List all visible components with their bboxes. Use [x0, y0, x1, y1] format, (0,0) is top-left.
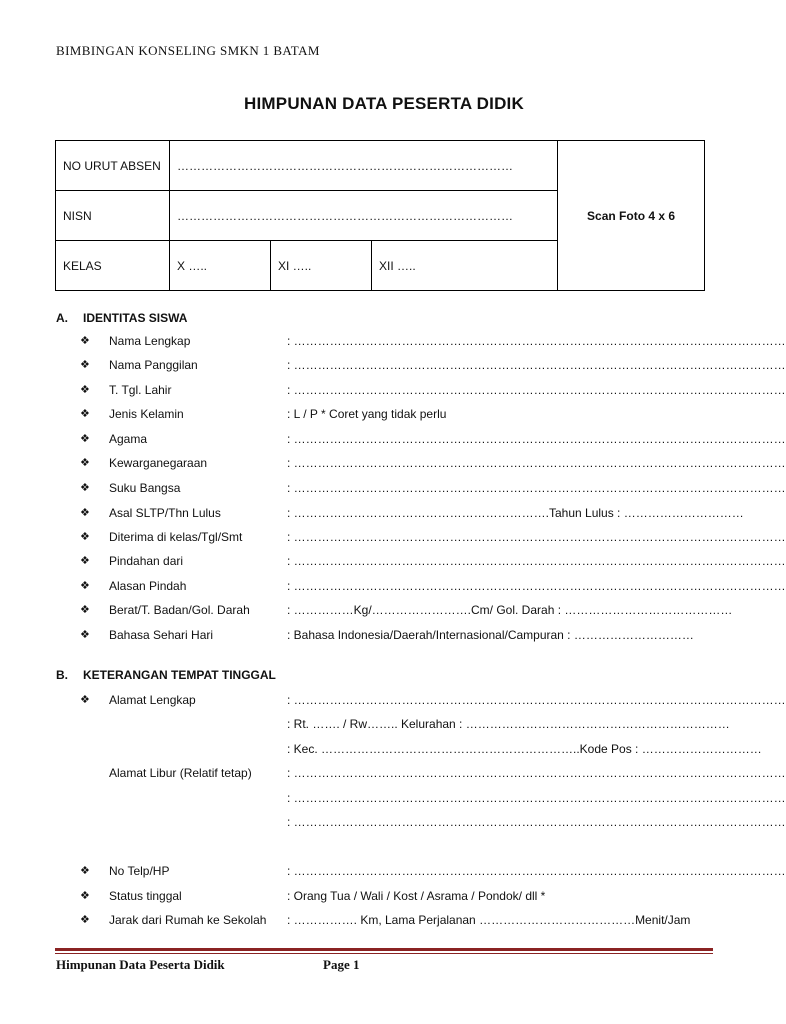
alamat-lengkap-row [80, 693, 786, 711]
document-header: BIMBINGAN KONSELING SMKN 1 BATAM [56, 43, 320, 58]
row-value-field[interactable]: : …………………………………………………………………………………………………………… [287, 334, 786, 348]
row-value-field[interactable]: : …………………………………………………………………………………………………………… [287, 383, 786, 397]
section-a-heading [56, 311, 187, 325]
row-label: Bahasa Sehari Hari [109, 628, 214, 642]
section-a-letter: A. [56, 311, 68, 325]
kelas-xii-field[interactable]: XII ….. [372, 241, 558, 291]
diamond-bullet-icon: ❖ [80, 457, 90, 469]
section-a-row [80, 358, 786, 376]
row-label: Nama Panggilan [109, 358, 198, 372]
diamond-bullet-icon: ❖ [80, 694, 90, 706]
rt-rw-kelurahan-field[interactable]: : Rt. ……. / Rw…….. Kelurahan : ………………………………………………………… [287, 717, 730, 731]
section-b-row [80, 864, 786, 882]
row-label: Asal SLTP/Thn Lulus [109, 506, 221, 520]
row-label: No Telp/HP [109, 864, 170, 878]
section-a-row [80, 456, 786, 474]
diamond-bullet-icon: ❖ [80, 507, 90, 519]
row-label: Status tinggal [109, 889, 182, 903]
diamond-bullet-icon: ❖ [80, 604, 90, 616]
row-label: T. Tgl. Lahir [109, 383, 172, 397]
row-value-field[interactable]: : L / P * Coret yang tidak perlu [287, 407, 447, 421]
row-value-field[interactable]: : Bahasa Indonesia/Daerah/Internasional/Campuran : ………………………… [287, 628, 694, 642]
section-a-row [80, 554, 786, 572]
diamond-bullet-icon: ❖ [80, 433, 90, 445]
section-a-row [80, 628, 710, 646]
section-a-title: IDENTITAS SISWA [83, 311, 188, 325]
nisn-field[interactable]: ………………………………………………………………………… [170, 191, 558, 241]
kelas-xi-field[interactable]: XI ….. [271, 241, 372, 291]
row-label: Kewarganegaraan [109, 456, 208, 470]
footer-page-number: Page 1 [323, 957, 360, 972]
section-b-row [80, 889, 710, 907]
diamond-bullet-icon: ❖ [80, 384, 90, 396]
row-value-field[interactable]: : …………………………………………………………………………………………………………… [287, 554, 786, 568]
alamat-lengkap-field[interactable]: : …………………………………………………………………………………………………………… [287, 693, 786, 707]
section-a-row [80, 334, 786, 352]
diamond-bullet-icon: ❖ [80, 482, 90, 494]
diamond-bullet-icon: ❖ [80, 359, 90, 371]
section-a-row [80, 603, 733, 621]
row-label: Suku Bangsa [109, 481, 181, 495]
diamond-bullet-icon: ❖ [80, 865, 90, 877]
section-a-row [80, 383, 786, 401]
section-a-row [80, 407, 710, 425]
row-label: Berat/T. Badan/Gol. Darah [109, 603, 250, 617]
diamond-bullet-icon: ❖ [80, 914, 90, 926]
section-a-row [80, 432, 786, 450]
row-value-field[interactable]: : …………………………………………………………………………………………………………… [287, 481, 786, 495]
photo-placeholder[interactable]: Scan Foto 4 x 6 [558, 141, 705, 291]
section-b-row [80, 913, 710, 931]
nisn-label: NISN [56, 191, 170, 241]
alamat-libur-row [80, 766, 786, 784]
footer-divider-thin [55, 953, 713, 954]
diamond-bullet-icon: ❖ [80, 531, 90, 543]
alamat-lengkap-label: Alamat Lengkap [109, 693, 196, 707]
row-label: Diterima di kelas/Tgl/Smt [109, 530, 243, 544]
section-a-row [80, 579, 786, 597]
row-label: Nama Lengkap [109, 334, 191, 348]
section-a-row [80, 481, 786, 499]
section-b-letter: B. [56, 668, 68, 682]
alamat-libur-row-3 [80, 815, 786, 833]
diamond-bullet-icon: ❖ [80, 629, 90, 641]
section-b-title: KETERANGAN TEMPAT TINGGAL [83, 668, 276, 682]
kelas-x-field[interactable]: X ….. [170, 241, 271, 291]
row-value-field[interactable]: : Orang Tua / Wali / Kost / Asrama / Pondok/ dll * [287, 889, 546, 903]
no-urut-field[interactable]: ………………………………………………………………………… [170, 141, 558, 191]
row-value-field[interactable]: : …………………………………………………………………………………………………………… [287, 456, 786, 470]
alamat-libur-label: Alamat Libur (Relatif tetap) [109, 766, 252, 780]
row-label: Jarak dari Rumah ke Sekolah [109, 913, 267, 927]
footer-divider-thick [55, 948, 713, 951]
diamond-bullet-icon: ❖ [80, 335, 90, 347]
row-value-field[interactable]: : …………………………………………………………………………………………………………… [287, 530, 786, 544]
alamat-kec-row [80, 742, 762, 760]
row-value-field[interactable]: : ……………………………………………………….Tahun Lulus : ………………………… [287, 506, 744, 520]
diamond-bullet-icon: ❖ [80, 580, 90, 592]
row-value-field[interactable]: : ……………. Km, Lama Perjalanan …………………………………Menit/Jam [287, 913, 691, 927]
no-urut-label: NO URUT ABSEN [56, 141, 170, 191]
alamat-libur-field[interactable]: : …………………………………………………………………………………………………………… [287, 791, 786, 805]
row-value-field[interactable]: : …………………………………………………………………………………………………………… [287, 358, 786, 372]
diamond-bullet-icon: ❖ [80, 555, 90, 567]
row-value-field[interactable]: : …………………………………………………………………………………………………………… [287, 864, 786, 878]
alamat-rt-rw-row [80, 717, 730, 735]
alamat-libur-row-2 [80, 791, 786, 809]
row-label: Alasan Pindah [109, 579, 187, 593]
row-label: Jenis Kelamin [109, 407, 184, 421]
diamond-bullet-icon: ❖ [80, 890, 90, 902]
section-a-row [80, 506, 744, 524]
row-value-field[interactable]: : …………………………………………………………………………………………………………… [287, 579, 786, 593]
kec-kodepos-field[interactable]: : Kec. ………………………………………………………..Kode Pos : ………………………… [287, 742, 762, 756]
row-label: Pindahan dari [109, 554, 184, 568]
alamat-libur-field[interactable]: : …………………………………………………………………………………………………………… [287, 815, 786, 829]
row-value-field[interactable]: : ……………Kg/…………………….Cm/ Gol. Darah : …………………………………… [287, 603, 733, 617]
section-b-heading [56, 668, 276, 682]
diamond-bullet-icon: ❖ [80, 408, 90, 420]
kelas-label: KELAS [56, 241, 170, 291]
page-title: HIMPUNAN DATA PESERTA DIDIK [244, 94, 524, 113]
info-table [55, 140, 705, 291]
row-value-field[interactable]: : …………………………………………………………………………………………………………… [287, 432, 786, 446]
alamat-libur-field[interactable]: : …………………………………………………………………………………………………………… [287, 766, 786, 780]
row-label: Agama [109, 432, 148, 446]
footer-document-title: Himpunan Data Peserta Didik [56, 957, 225, 972]
section-a-row [80, 530, 786, 548]
